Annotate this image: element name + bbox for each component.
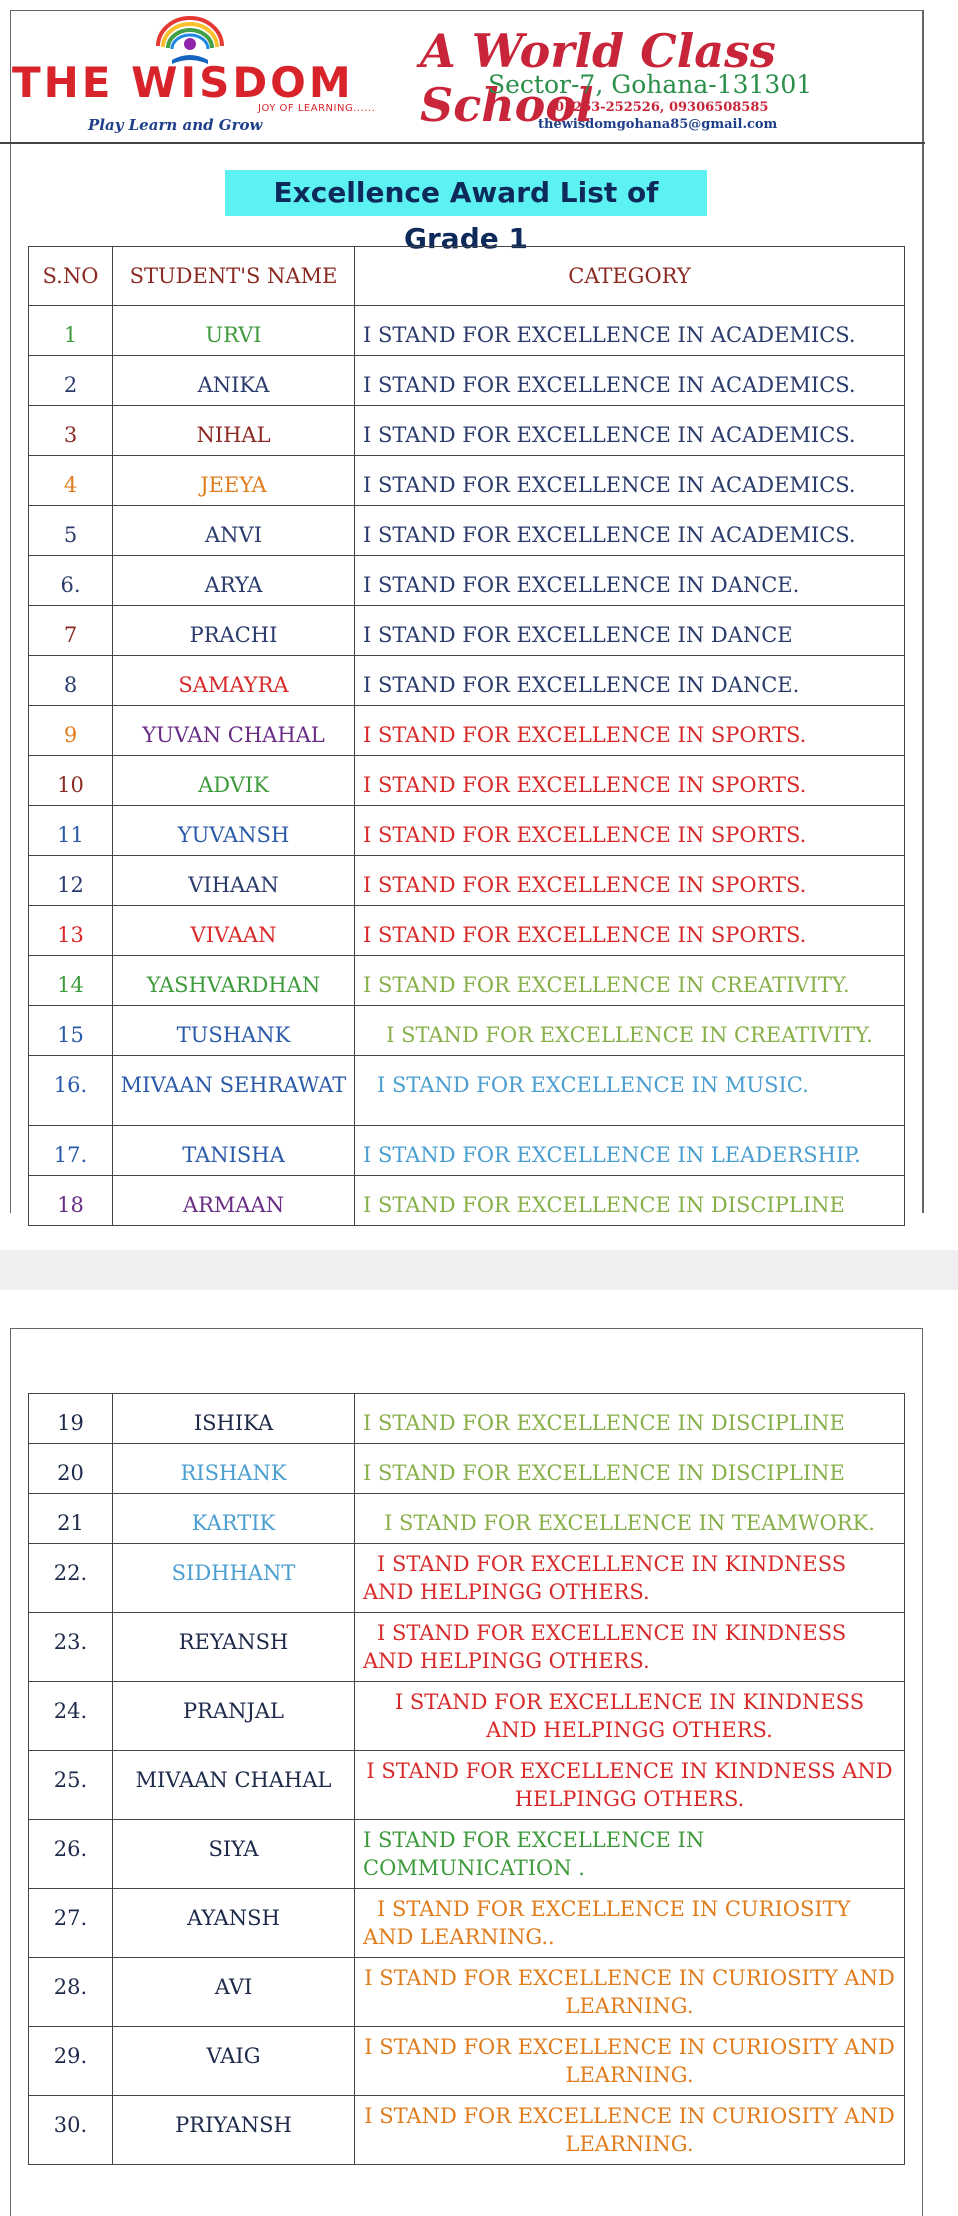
student-name-text: YASHVARDHAN bbox=[146, 973, 321, 997]
cell-category bbox=[355, 1394, 905, 1444]
student-name-text: PRIYANSH bbox=[175, 2113, 292, 2137]
table-row bbox=[29, 2096, 905, 2165]
cell-student-name bbox=[113, 1444, 355, 1494]
cell-sno bbox=[29, 356, 113, 406]
cell-category bbox=[355, 1682, 905, 1751]
student-name-text: AVI bbox=[214, 1975, 253, 1999]
award-table-body bbox=[29, 306, 905, 1226]
student-name-text: SIDHHANT bbox=[171, 1561, 296, 1585]
cell-category bbox=[355, 606, 905, 656]
student-name-text: ARYA bbox=[204, 573, 263, 597]
table-row bbox=[29, 1176, 905, 1226]
student-name-text: KARTIK bbox=[191, 1511, 276, 1535]
sno-text: 6. bbox=[60, 573, 81, 597]
category-text: I STAND FOR EXCELLENCE IN CREATIVITY. bbox=[386, 1023, 873, 1047]
table-row bbox=[29, 906, 905, 956]
cell-category bbox=[355, 706, 905, 756]
cell-category bbox=[355, 1056, 905, 1126]
sno-text: 27. bbox=[53, 1906, 88, 1930]
cell-sno bbox=[29, 1682, 113, 1751]
cell-category bbox=[355, 356, 905, 406]
cell-student-name bbox=[113, 2027, 355, 2096]
cell-student-name bbox=[113, 1613, 355, 1682]
student-name-text: SIYA bbox=[208, 1837, 259, 1861]
cell-student-name bbox=[113, 406, 355, 456]
table-row bbox=[29, 656, 905, 706]
cell-category bbox=[355, 1889, 905, 1958]
table-row bbox=[29, 2027, 905, 2096]
school-address: Sector-7, Gohana-131301 bbox=[488, 70, 813, 99]
student-name-text: YUVAN CHAHAL bbox=[142, 723, 325, 747]
cell-student-name bbox=[113, 1394, 355, 1444]
student-name-text: TUSHANK bbox=[176, 1023, 291, 1047]
table-row bbox=[29, 1820, 905, 1889]
cell-sno bbox=[29, 306, 113, 356]
cell-category bbox=[355, 856, 905, 906]
cell-category bbox=[355, 1126, 905, 1176]
table-row bbox=[29, 956, 905, 1006]
cell-sno bbox=[29, 2096, 113, 2165]
category-text: I STAND FOR EXCELLENCE IN KINDNESS AND HELPINGG OTHERS. bbox=[366, 1759, 893, 1811]
category-text: I STAND FOR EXCELLENCE IN KINDNESS AND HELPINGG OTHERS. bbox=[363, 1621, 847, 1673]
cell-student-name bbox=[113, 456, 355, 506]
cell-student-name bbox=[113, 706, 355, 756]
sno-text: 30. bbox=[53, 2113, 88, 2137]
cell-student-name bbox=[113, 1544, 355, 1613]
sno-text: 25. bbox=[53, 1768, 88, 1792]
cell-category bbox=[355, 456, 905, 506]
cell-category bbox=[355, 1006, 905, 1056]
table-row bbox=[29, 756, 905, 806]
student-name-text: MIVAAN SEHRAWAT bbox=[120, 1073, 347, 1097]
cell-category bbox=[355, 1613, 905, 1682]
column-header-name: STUDENT'S NAME bbox=[113, 247, 355, 306]
sno-text: 11 bbox=[57, 823, 84, 847]
sno-text: 26. bbox=[53, 1837, 88, 1861]
sno-text: 18 bbox=[57, 1193, 84, 1217]
cell-sno bbox=[29, 1889, 113, 1958]
category-text: I STAND FOR EXCELLENCE IN CURIOSITY AND LEARNING.. bbox=[363, 1897, 851, 1949]
cell-student-name bbox=[113, 956, 355, 1006]
student-name-text: JEEYA bbox=[200, 473, 267, 497]
sno-text: 9 bbox=[63, 723, 78, 747]
table-row bbox=[29, 556, 905, 606]
page-title: Excellence Award List of Grade 1 bbox=[225, 170, 707, 216]
table-row bbox=[29, 1056, 905, 1126]
cell-category bbox=[355, 1544, 905, 1613]
category-text: I STAND FOR EXCELLENCE IN CURIOSITY AND LEARNING. bbox=[364, 1966, 895, 2018]
student-name-text: PRACHI bbox=[189, 623, 278, 647]
cell-sno bbox=[29, 606, 113, 656]
cell-category bbox=[355, 756, 905, 806]
cell-sno bbox=[29, 756, 113, 806]
cell-sno bbox=[29, 1056, 113, 1126]
cell-sno bbox=[29, 1751, 113, 1820]
category-text: I STAND FOR EXCELLENCE IN DANCE bbox=[363, 623, 793, 647]
sno-text: 1 bbox=[63, 323, 78, 347]
category-text: I STAND FOR EXCELLENCE IN DISCIPLINE bbox=[363, 1411, 845, 1435]
student-name-text: ANIKA bbox=[197, 373, 270, 397]
sno-text: 17. bbox=[53, 1143, 88, 1167]
award-table-page-1 bbox=[28, 246, 905, 1226]
cell-sno bbox=[29, 656, 113, 706]
cell-category bbox=[355, 2096, 905, 2165]
cell-sno bbox=[29, 806, 113, 856]
table-row bbox=[29, 1006, 905, 1056]
sno-text: 7 bbox=[63, 623, 78, 647]
student-name-text: TANISHA bbox=[182, 1143, 285, 1167]
cell-sno bbox=[29, 1958, 113, 2027]
cell-sno bbox=[29, 706, 113, 756]
table-row bbox=[29, 1958, 905, 2027]
cell-category bbox=[355, 1444, 905, 1494]
sno-text: 5 bbox=[63, 523, 78, 547]
cell-student-name bbox=[113, 756, 355, 806]
cell-sno bbox=[29, 1176, 113, 1226]
student-name-text: VIVAAN bbox=[190, 923, 277, 947]
table-row bbox=[29, 606, 905, 656]
sno-text: 19 bbox=[57, 1411, 84, 1435]
sno-text: 24. bbox=[53, 1699, 88, 1723]
header-divider bbox=[0, 142, 925, 144]
school-title: A World Class School bbox=[420, 24, 776, 132]
sno-text: 2 bbox=[63, 373, 78, 397]
brand-slogan: Play Learn and Grow bbox=[88, 116, 263, 134]
student-name-text: MIVAAN CHAHAL bbox=[135, 1768, 332, 1792]
table-row bbox=[29, 856, 905, 906]
category-text: I STAND FOR EXCELLENCE IN ACADEMICS. bbox=[363, 473, 856, 497]
student-name-text: SAMAYRA bbox=[178, 673, 289, 697]
cell-category bbox=[355, 1176, 905, 1226]
category-text: I STAND FOR EXCELLENCE IN SPORTS. bbox=[363, 823, 807, 847]
student-name-text: AYANSH bbox=[187, 1906, 280, 1930]
cell-student-name bbox=[113, 1958, 355, 2027]
sno-text: 8 bbox=[63, 673, 78, 697]
cell-sno bbox=[29, 2027, 113, 2096]
cell-sno bbox=[29, 1494, 113, 1544]
category-text: I STAND FOR EXCELLENCE IN MUSIC. bbox=[377, 1073, 809, 1097]
page-border bbox=[922, 10, 924, 1213]
student-name-text: URVI bbox=[205, 323, 262, 347]
cell-student-name bbox=[113, 906, 355, 956]
category-text: I STAND FOR EXCELLENCE IN SPORTS. bbox=[363, 773, 807, 797]
category-text: I STAND FOR EXCELLENCE IN DANCE. bbox=[363, 573, 800, 597]
category-text: I STAND FOR EXCELLENCE IN ACADEMICS. bbox=[363, 373, 856, 397]
student-name-text: PRANJAL bbox=[182, 1699, 284, 1723]
cell-sno bbox=[29, 1613, 113, 1682]
student-name-text: NIHAL bbox=[196, 423, 271, 447]
column-header-category: CATEGORY bbox=[355, 247, 905, 306]
cell-sno bbox=[29, 856, 113, 906]
cell-sno bbox=[29, 1544, 113, 1613]
table-row bbox=[29, 1494, 905, 1544]
cell-sno bbox=[29, 1006, 113, 1056]
sno-text: 13 bbox=[57, 923, 84, 947]
cell-student-name bbox=[113, 1006, 355, 1056]
cell-sno bbox=[29, 956, 113, 1006]
cell-sno bbox=[29, 906, 113, 956]
award-table-body bbox=[29, 1394, 905, 2165]
cell-sno bbox=[29, 1444, 113, 1494]
category-text: I STAND FOR EXCELLENCE IN SPORTS. bbox=[363, 723, 807, 747]
category-text: I STAND FOR EXCELLENCE IN CURIOSITY AND LEARNING. bbox=[364, 2035, 895, 2087]
brand-tagline: JOY OF LEARNING...... bbox=[258, 103, 376, 114]
category-text: I STAND FOR EXCELLENCE IN ACADEMICS. bbox=[363, 523, 856, 547]
table-row bbox=[29, 1444, 905, 1494]
sno-text: 10 bbox=[57, 773, 84, 797]
cell-category bbox=[355, 406, 905, 456]
table-row bbox=[29, 1613, 905, 1682]
student-name-text: VAIG bbox=[206, 2044, 261, 2068]
table-row bbox=[29, 356, 905, 406]
cell-category bbox=[355, 906, 905, 956]
category-text: I STAND FOR EXCELLENCE IN TEAMWORK. bbox=[384, 1511, 875, 1535]
category-text: I STAND FOR EXCELLENCE IN ACADEMICS. bbox=[363, 323, 856, 347]
cell-sno bbox=[29, 456, 113, 506]
cell-student-name bbox=[113, 806, 355, 856]
cell-category bbox=[355, 1751, 905, 1820]
cell-student-name bbox=[113, 1820, 355, 1889]
cell-student-name bbox=[113, 1751, 355, 1820]
letterhead bbox=[0, 0, 958, 145]
sno-text: 22. bbox=[53, 1561, 88, 1585]
cell-category bbox=[355, 1494, 905, 1544]
category-text: I STAND FOR EXCELLENCE IN CURIOSITY AND LEARNING. bbox=[364, 2104, 895, 2156]
cell-student-name bbox=[113, 1056, 355, 1126]
category-text: I STAND FOR EXCELLENCE IN KINDNESS AND HELPINGG OTHERS. bbox=[363, 1552, 847, 1604]
sno-text: 16. bbox=[53, 1073, 88, 1097]
school-phone: 01263-252526, 09306508585 bbox=[555, 100, 769, 115]
cell-student-name bbox=[113, 1889, 355, 1958]
cell-student-name bbox=[113, 656, 355, 706]
student-name-text: VIHAAN bbox=[188, 873, 279, 897]
student-name-text: YUVANSH bbox=[177, 823, 290, 847]
cell-sno bbox=[29, 1394, 113, 1444]
category-text: I STAND FOR EXCELLENCE IN KINDNESS AND HELPINGG OTHERS. bbox=[394, 1690, 865, 1742]
school-email: thewisdomgohana85@gmail.com bbox=[538, 117, 778, 132]
cell-category bbox=[355, 506, 905, 556]
cell-sno bbox=[29, 1126, 113, 1176]
table-header-row bbox=[29, 247, 905, 306]
cell-student-name bbox=[113, 2096, 355, 2165]
category-text: I STAND FOR EXCELLENCE IN COMMUNICATION . bbox=[363, 1828, 705, 1880]
table-row bbox=[29, 1751, 905, 1820]
table-row bbox=[29, 1889, 905, 1958]
cell-student-name bbox=[113, 1126, 355, 1176]
table-row bbox=[29, 456, 905, 506]
student-name-text: RISHANK bbox=[180, 1461, 287, 1485]
cell-student-name bbox=[113, 1682, 355, 1751]
award-table-page-2 bbox=[28, 1393, 905, 2165]
cell-student-name bbox=[113, 556, 355, 606]
student-name-text: ADVIK bbox=[198, 773, 269, 797]
sno-text: 28. bbox=[53, 1975, 88, 1999]
cell-category bbox=[355, 556, 905, 606]
table-row bbox=[29, 406, 905, 456]
table-row bbox=[29, 1126, 905, 1176]
brand-name: THE WISDOM bbox=[12, 58, 354, 107]
cell-category bbox=[355, 2027, 905, 2096]
table-row bbox=[29, 1544, 905, 1613]
category-text: I STAND FOR EXCELLENCE IN LEADERSHIP. bbox=[363, 1143, 861, 1167]
sno-text: 20 bbox=[57, 1461, 84, 1485]
category-text: I STAND FOR EXCELLENCE IN DANCE. bbox=[363, 673, 800, 697]
cell-sno bbox=[29, 506, 113, 556]
sno-text: 29. bbox=[53, 2044, 88, 2068]
cell-sno bbox=[29, 556, 113, 606]
table-row bbox=[29, 1682, 905, 1751]
page-separator bbox=[0, 1250, 958, 1290]
category-text: I STAND FOR EXCELLENCE IN DISCIPLINE bbox=[363, 1193, 845, 1217]
cell-category bbox=[355, 956, 905, 1006]
cell-student-name bbox=[113, 856, 355, 906]
sno-text: 14 bbox=[57, 973, 84, 997]
cell-student-name bbox=[113, 1176, 355, 1226]
cell-sno bbox=[29, 1820, 113, 1889]
student-name-text: ANVI bbox=[204, 523, 262, 547]
cell-student-name bbox=[113, 356, 355, 406]
table-row bbox=[29, 506, 905, 556]
table-row bbox=[29, 1394, 905, 1444]
cell-student-name bbox=[113, 306, 355, 356]
student-name-text: ISHIKA bbox=[193, 1411, 274, 1435]
student-name-text: REYANSH bbox=[178, 1630, 289, 1654]
sno-text: 15 bbox=[57, 1023, 84, 1047]
cell-category bbox=[355, 1820, 905, 1889]
cell-category bbox=[355, 806, 905, 856]
category-text: I STAND FOR EXCELLENCE IN ACADEMICS. bbox=[363, 423, 856, 447]
sno-text: 3 bbox=[63, 423, 78, 447]
cell-student-name bbox=[113, 1494, 355, 1544]
sno-text: 4 bbox=[63, 473, 78, 497]
table-row bbox=[29, 706, 905, 756]
table-row bbox=[29, 806, 905, 856]
category-text: I STAND FOR EXCELLENCE IN CREATIVITY. bbox=[363, 973, 850, 997]
cell-category bbox=[355, 656, 905, 706]
cell-sno bbox=[29, 406, 113, 456]
table-row bbox=[29, 306, 905, 356]
category-text: I STAND FOR EXCELLENCE IN SPORTS. bbox=[363, 873, 807, 897]
sno-text: 12 bbox=[57, 873, 84, 897]
sno-text: 23. bbox=[53, 1630, 88, 1654]
column-header-sno: S.NO bbox=[29, 247, 113, 306]
sno-text: 21 bbox=[57, 1511, 84, 1535]
student-name-text: ARMAAN bbox=[182, 1193, 285, 1217]
cell-category bbox=[355, 306, 905, 356]
category-text: I STAND FOR EXCELLENCE IN SPORTS. bbox=[363, 923, 807, 947]
cell-category bbox=[355, 1958, 905, 2027]
category-text: I STAND FOR EXCELLENCE IN DISCIPLINE bbox=[363, 1461, 845, 1485]
cell-student-name bbox=[113, 506, 355, 556]
cell-student-name bbox=[113, 606, 355, 656]
